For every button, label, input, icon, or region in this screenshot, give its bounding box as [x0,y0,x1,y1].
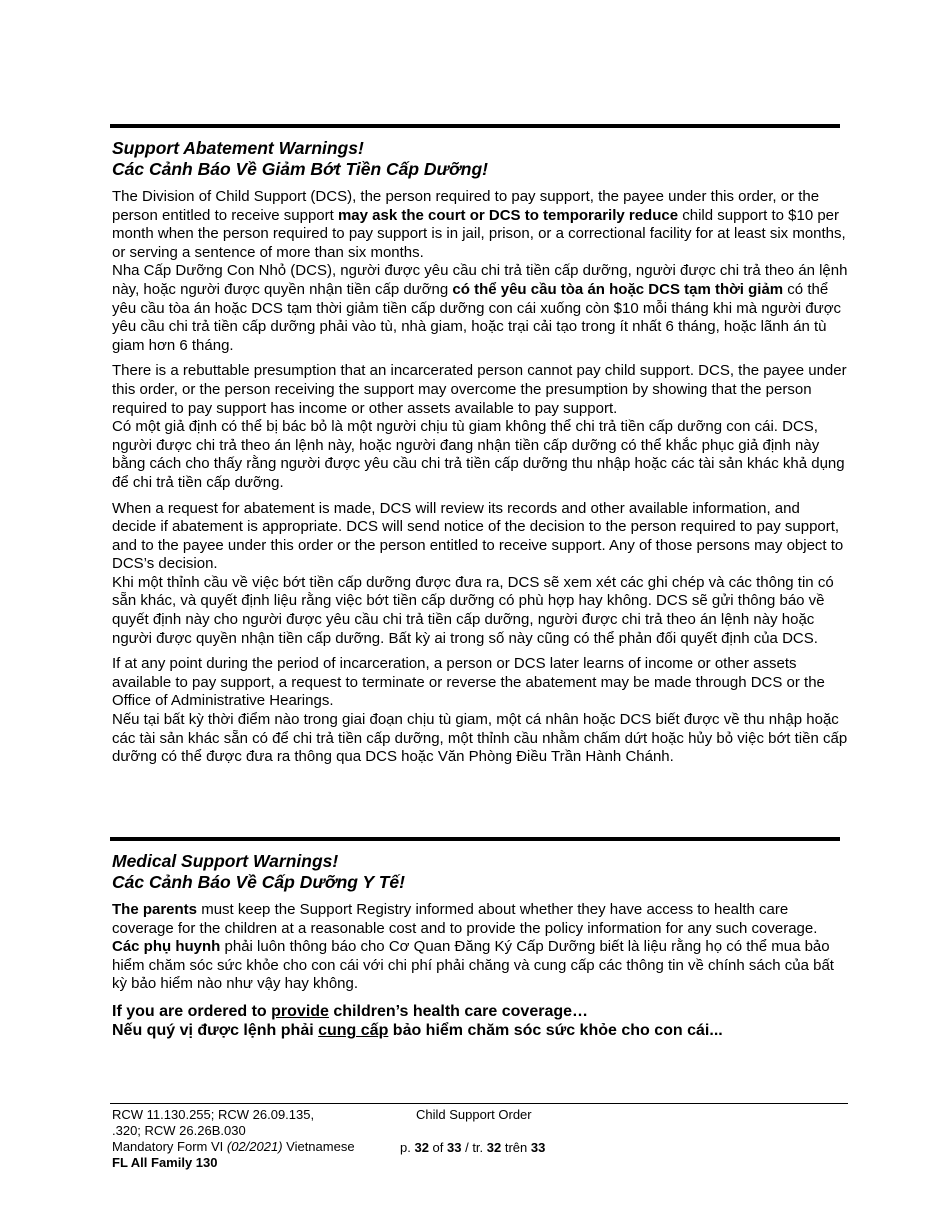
footer-page-number: p. 32 of 33 / tr. 32 trên 33 [400,1140,546,1155]
page-content [112,138,848,767]
ordered-coverage-heading-en: If you are ordered to provide children’s health care coverage… [112,1002,589,1020]
footer-rcw-line1: RCW 11.130.255; RCW 26.09.135, [112,1107,315,1122]
support-abatement-heading-vi: Các Cảnh Báo Về Giảm Bớt Tiền Cấp Dưỡng! [112,159,489,179]
abatement-paragraph-en: The Division of Child Support (DCS), the person required to pay support, the payee under this order, or the person entitled to receive support may ask the court or DCS to temporarily reduce child support to $10 per month when the person required to pay support is in jail, prison, or a correctional facility for at least six months, or serving a sentence of more than six months. [112,188,846,261]
medical-support-heading-vi: Các Cảnh Báo Về Cấp Dưỡng Y Tế! [112,872,405,892]
footer-form-id: FL All Family 130 [112,1155,218,1170]
footer-rcw-line2: .320; RCW 26.26B.030 [112,1123,246,1138]
parents-paragraph-en: The parents must keep the Support Registry informed about whether they have access to health care coverage for the children at a reasonable cost and to provide the policy information for any such coverage. [112,901,818,937]
section-divider-medical [110,837,840,841]
footer-form-line: Mandatory Form VI (02/2021) Vietnamese [112,1139,355,1154]
section-divider-top [110,124,840,128]
footer-divider [110,1103,848,1104]
medical-content [112,851,848,1041]
incarceration-paragraph-en: If at any point during the period of incarceration, a person or DCS later learns of income or other assets available to pay support, a request to terminate or reverse the abatement may be made through DCS or the Office of Administrative Hearings. [112,655,825,710]
request-paragraph-en: When a request for abatement is made, DCS will review its records and other available information, and decide if abatement is appropriate. DCS will send notice of the decision to the person required to pay support, and to the payee under this order or the person entitled to receive support. Any of those persons may object to DCS’s decision. [112,499,844,573]
ordered-coverage-heading-vi: Nếu quý vị được lệnh phải cung cấp bảo hiểm chăm sóc sức khỏe cho con cái... [112,1022,723,1040]
abatement-paragraph-vi: Nha Cấp Dưỡng Con Nhỏ (DCS), người được yêu cầu chi trả tiền cấp dưỡng, người được chi trả theo án lệnh này, hoặc người được quyền nhận tiền cấp dưỡng có thể yêu cầu tòa án hoặc DCS tạm thời giảm có thể yêu cầu tòa án hoặc DCS tạm thời giảm tiền cấp dưỡng con cái xuống còn $10 mỗi tháng khi mà người được yêu cầu chi trả tiền cấp dưỡng phải vào tù, nhà giam, hoặc trại cải tạo trong ít nhất 6 tháng, hoặc lãnh án tù giam hơn 6 tháng. [112,262,848,354]
medical-support-heading-en: Medical Support Warnings! [112,851,339,871]
presumption-paragraph-en: There is a rebuttable presumption that an incarcerated person cannot pay child support. DCS, the payee under this order, or the person receiving the support may overcome the presumption by showing that the person required to pay support has income or other assets available to pay support. [112,362,847,417]
support-abatement-section [112,138,848,767]
incarceration-paragraph-vi: Nếu tại bất kỳ thời điểm nào trong giai đoạn chịu tù giam, một cá nhân hoặc DCS biết được về thu nhập hoặc các tài sản khác sẵn có để chi trả tiền cấp dưỡng, một thỉnh cầu nhằm chấm dứt hoặc hủy bỏ việc bớt tiền cấp dưỡng có thể được đưa ra thông qua DCS hoặc Văn Phòng Điều Trần Hành Chánh. [112,711,848,766]
request-paragraph-vi: Khi một thỉnh cầu về việc bớt tiền cấp dưỡng được đưa ra, DCS sẽ xem xét các ghi chép và các thông tin có sẵn khác, và quyết định liệu rằng việc bớt tiền cấp dưỡng có phù hợp hay không. DCS sẽ gửi thông báo về quyết định này cho người được yêu cầu chi trả tiền cấp dưỡng, người được chi trả theo án lệnh này hoặc người được quyền nhận tiền cấp dưỡng. Bất kỳ ai trong số này cũng có thể phản đối quyết định của DCS. [112,573,834,647]
footer-title: Child Support Order [416,1107,532,1122]
medical-support-section [112,851,848,1041]
parents-paragraph-vi: Các phụ huynh phải luôn thông báo cho Cơ Quan Đăng Ký Cấp Dưỡng biết là liệu rằng họ có thể mua bảo hiểm chăm sóc sức khỏe cho con cái với chi phí phải chăng và cung cấp các thông tin về chính sách của bất kỳ bảo hiểm nào như vậy hay không. [112,938,834,993]
support-abatement-heading-en: Support Abatement Warnings! [112,138,364,158]
presumption-paragraph-vi: Có một giả định có thể bị bác bỏ là một người chịu tù giam không thể chi trả tiền cấp dưỡng con cái. DCS, người được chi trả theo án lệnh này, hoặc người đang nhận tiền cấp dưỡng có thể khắc phục giả định này bằng cách cho thấy rằng người được yêu cầu chi trả tiền cấp dưỡng thu nhập hoặc các tài sản khác khả dụng để chi trả tiền cấp dưỡng. [112,418,845,491]
footer-citation [112,1107,402,1171]
